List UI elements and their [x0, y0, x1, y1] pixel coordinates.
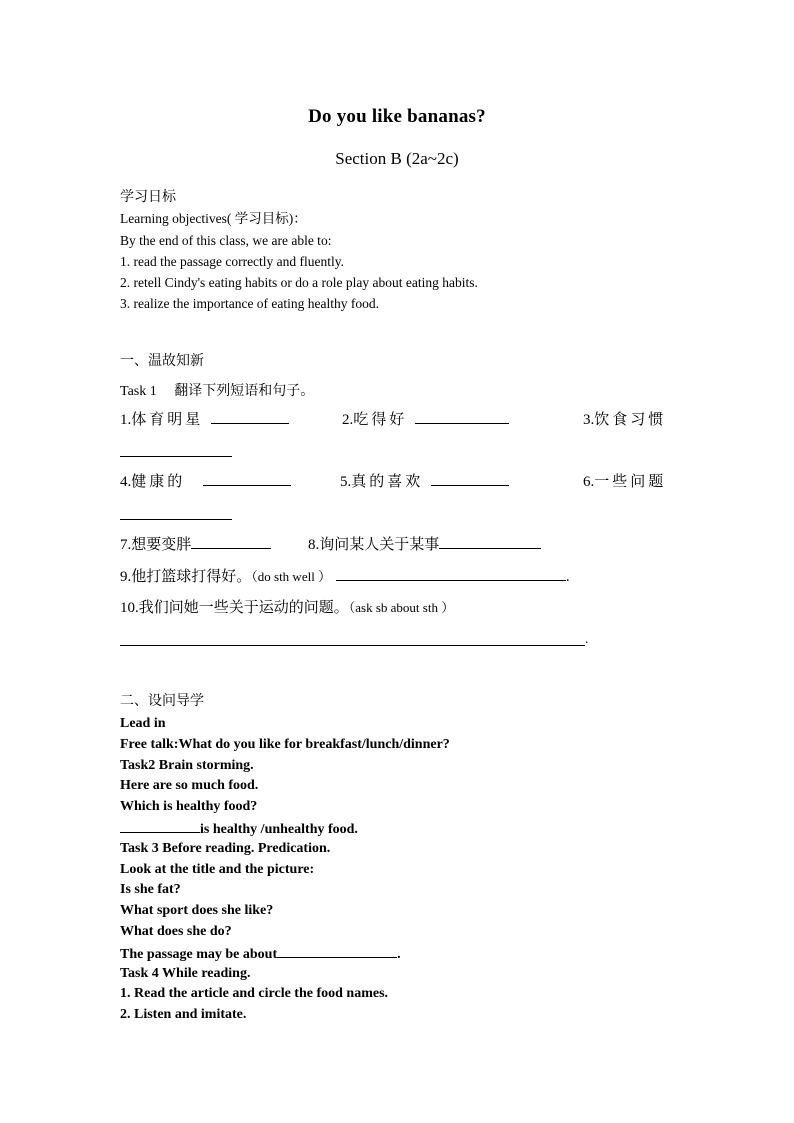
answer-blank[interactable] [336, 566, 566, 581]
task1-instruction: 翻译下列短语和句子。 [174, 383, 315, 399]
guide-line: Task 3 Before reading. Predication. [120, 841, 331, 856]
guide-line: Free talk:What do you like for breakfast/lunch/dinner? [120, 737, 450, 752]
objectives-label: Learning objectives( 学习目标)： [120, 211, 307, 226]
objectives-heading: 学习日标 [120, 189, 176, 205]
sentence-10: 10.我们问她一些关于运动的问题。（ask sb about sth ） [120, 598, 455, 616]
page-title: Do you like bananas? [308, 106, 486, 127]
guide-line: Lead in [120, 716, 166, 731]
answer-blank[interactable] [415, 409, 509, 424]
guide-line: What does she do? [120, 924, 232, 939]
vocab-item: 2.吃得好 [342, 409, 509, 430]
vocab-item: 5.真的喜欢 [340, 471, 509, 492]
vocab-item: 1.体育明星 [120, 409, 289, 430]
vocab-item: 6.一些问题 [583, 472, 667, 490]
sentence-10-end: . [585, 631, 589, 646]
objective-item: 2. retell Cindy's eating habits or do a role play about eating habits. [120, 275, 478, 290]
guide-line: Task 4 While reading. [120, 966, 251, 981]
task1-label: Task 1 [120, 384, 157, 399]
guide-heading: 二、设问导学 [120, 693, 204, 709]
answer-blank[interactable] [203, 471, 291, 486]
vocab-item: 8.询问某人关于某事 [308, 534, 541, 555]
vocab-item: 3.饮食习惯 [583, 410, 667, 428]
answer-blank[interactable] [439, 534, 541, 549]
guide-line: The passage may be about . [120, 944, 401, 964]
sentence-9: 9.他打篮球打得好。（do sth well ） . [120, 567, 570, 585]
review-heading: 一、温故知新 [120, 353, 204, 369]
answer-blank[interactable] [120, 456, 232, 457]
answer-blank[interactable] [211, 409, 289, 424]
guide-line: Is she fat? [120, 882, 181, 897]
guide-line: 1. Read the article and circle the food names. [120, 986, 389, 1001]
guide-line: 2. Listen and imitate. [120, 1007, 247, 1022]
guide-line: Look at the title and the picture: [120, 862, 315, 877]
answer-blank[interactable] [120, 519, 232, 520]
vocab-item: 4.健康的 [120, 471, 291, 492]
answer-blank[interactable] [191, 534, 271, 549]
answer-blank[interactable] [120, 645, 585, 646]
answer-blank[interactable] [431, 471, 509, 486]
objective-item: 1. read the passage correctly and fluently. [120, 254, 345, 269]
answer-blank[interactable] [277, 944, 397, 958]
guide-line: is healthy /unhealthy food. [120, 819, 358, 839]
page-subtitle: Section B (2a~2c) [335, 149, 459, 168]
guide-line: Here are so much food. [120, 778, 259, 793]
vocab-item: 7.想要变胖 [120, 534, 271, 555]
guide-line: Task2 Brain storming. [120, 758, 254, 773]
task1-line [120, 382, 314, 401]
objectives-intro: By the end of this class, we are able to: [120, 233, 332, 248]
objective-item: 3. realize the importance of eating healthy food. [120, 296, 380, 311]
guide-line: Which is healthy food? [120, 799, 258, 814]
answer-blank[interactable] [120, 819, 200, 833]
guide-line: What sport does she like? [120, 903, 274, 918]
